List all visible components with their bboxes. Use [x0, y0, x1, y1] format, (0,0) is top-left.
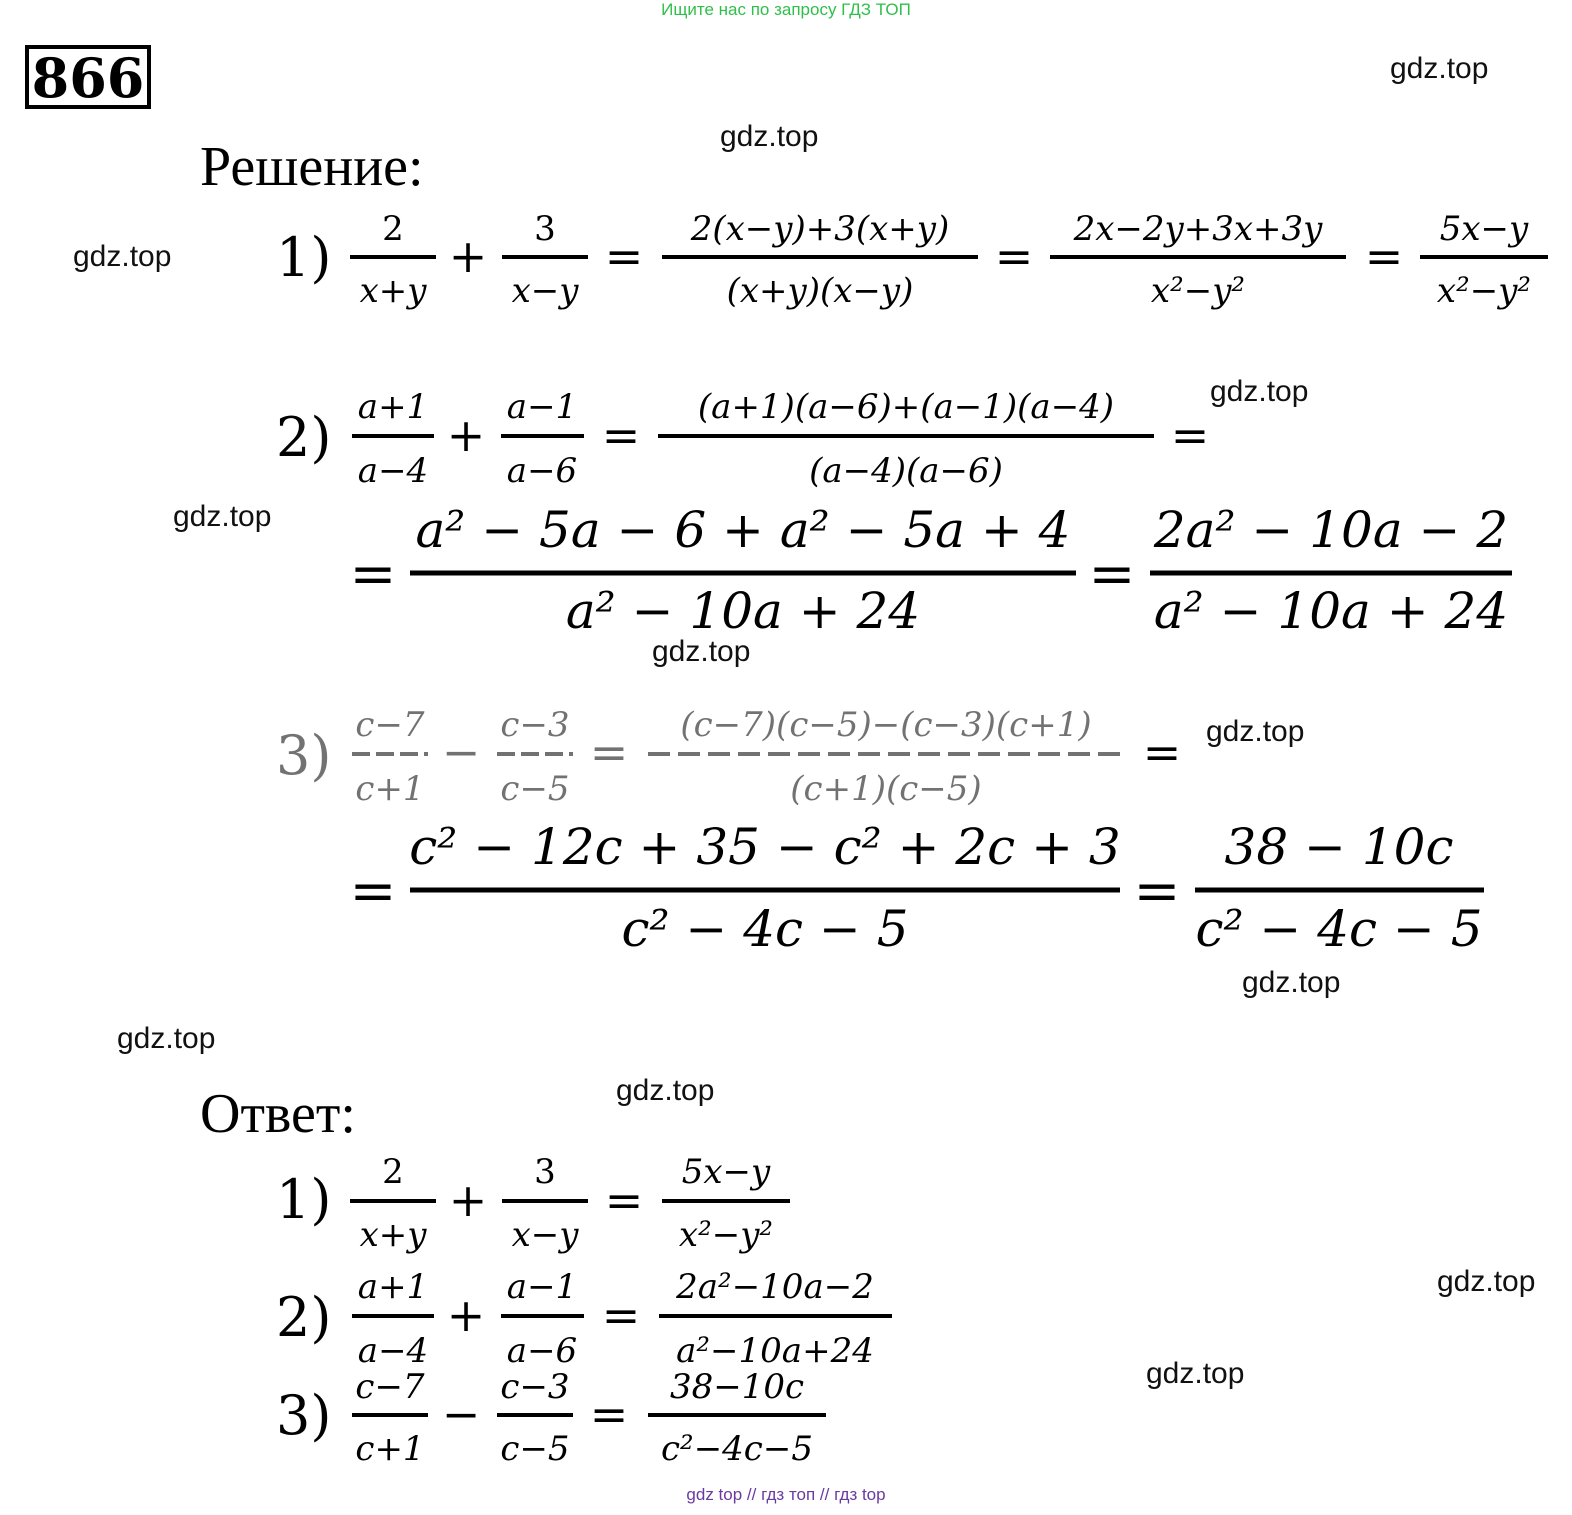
answer-1 [276, 1152, 790, 1255]
fraction-denominator: x+y [359, 271, 427, 311]
item-number: 3) [276, 1384, 332, 1447]
watermark: gdz.top [73, 240, 172, 273]
watermark: gdz.top [117, 1022, 216, 1055]
fraction-numerator: (a+1)(a−6)+(a−1)(a−4) [697, 387, 1115, 427]
item-number: 3) [276, 724, 332, 787]
plus-sign: + [446, 408, 486, 462]
problem-number: 866 [25, 45, 151, 109]
fraction-numerator: c² − 12c + 35 − c² + 2c + 3 [409, 818, 1121, 876]
fraction-numerator: 2x−2y+3x+3y [1073, 209, 1323, 249]
item-number: 2) [276, 1286, 332, 1349]
fraction-denominator: c² − 4c − 5 [1195, 900, 1483, 958]
equals-sign: = [601, 1288, 641, 1342]
watermark: gdz.top [652, 635, 751, 668]
fraction-denominator: x²−y² [1150, 271, 1246, 311]
fraction-numerator: 2 [382, 1152, 404, 1192]
fraction-denominator: c²−4c−5 [661, 1429, 813, 1469]
equals-sign: = [604, 1173, 644, 1227]
item-number: 2) [276, 406, 332, 469]
equals-sign: = [1170, 408, 1210, 462]
plus-sign: + [446, 1288, 486, 1342]
fraction-denominator: a² − 10a + 24 [565, 582, 921, 640]
solution-heading: Решение: [200, 136, 424, 198]
fraction-denominator: c+1 [355, 1429, 425, 1469]
minus-sign: − [441, 1387, 481, 1441]
fraction-denominator: a²−10a+24 [676, 1331, 874, 1371]
fraction-denominator: c+1 [355, 769, 425, 809]
fraction-denominator: c² − 4c − 5 [621, 900, 909, 958]
fraction-numerator: 2(x−y)+3(x+y) [690, 209, 950, 249]
fraction-denominator: a−4 [357, 451, 429, 491]
fraction-numerator: 2a²−10a−2 [676, 1267, 874, 1307]
bottom-banner[interactable]: gdz top // гдз топ // гдз top [686, 1485, 886, 1504]
answer-3 [276, 1367, 826, 1469]
fraction-numerator: c−7 [355, 1367, 425, 1407]
watermark: gdz.top [616, 1074, 715, 1107]
fraction-denominator: x−y [511, 271, 579, 311]
solution-2 [276, 387, 1512, 640]
fraction-numerator: 3 [534, 1152, 556, 1192]
equals-sign: = [1133, 859, 1181, 924]
fraction-numerator: 38 − 10c [1224, 818, 1454, 876]
fraction-numerator: a² − 5a − 6 + a² − 5a + 4 [415, 501, 1071, 559]
plus-sign: + [448, 229, 488, 283]
fraction-numerator: 3 [534, 209, 556, 249]
faded-first-line [276, 705, 1124, 809]
minus-sign: − [441, 725, 481, 779]
watermark: gdz.top [173, 500, 272, 533]
fraction-numerator: a+1 [357, 1267, 429, 1307]
watermark: gdz.top [1206, 715, 1305, 748]
fraction-denominator: x−y [511, 1215, 579, 1255]
fraction-denominator: c−5 [500, 1429, 570, 1469]
fraction-numerator: a+1 [357, 387, 429, 427]
solution-1 [276, 209, 1548, 311]
fraction-numerator: 38−10c [669, 1367, 805, 1407]
fraction-numerator: 5x−y [681, 1152, 771, 1192]
fraction-denominator: (a−4)(a−6) [809, 451, 1003, 491]
equals-sign: = [601, 408, 641, 462]
equals-sign: = [1364, 229, 1404, 283]
fraction-denominator: a² − 10a + 24 [1153, 582, 1509, 640]
fraction-numerator: c−3 [500, 1367, 570, 1407]
fraction-denominator: c−5 [500, 769, 570, 809]
watermark: gdz.top [1437, 1265, 1536, 1298]
watermark: gdz.top [720, 120, 819, 153]
fraction-denominator: x²−y² [678, 1215, 774, 1255]
plus-sign: + [448, 1173, 488, 1227]
equals-sign: = [994, 229, 1034, 283]
fraction-denominator: (x+y)(x−y) [726, 271, 914, 311]
fraction-numerator: a−1 [506, 387, 578, 427]
watermark: gdz.top [1390, 52, 1489, 85]
fraction-denominator: x+y [359, 1215, 427, 1255]
fraction-numerator: 5x−y [1439, 209, 1529, 249]
fraction-numerator: c−7 [355, 705, 425, 745]
equals-sign: = [589, 1387, 629, 1441]
top-banner[interactable]: Ищите нас по запросу ГДЗ ТОП [661, 0, 911, 19]
answer-heading: Ответ: [200, 1083, 356, 1145]
fraction-numerator: 2 [382, 209, 404, 249]
solution-3 [276, 705, 1484, 958]
watermark: gdz.top [1242, 966, 1341, 999]
item-number: 1) [276, 226, 332, 289]
fraction-denominator: x²−y² [1436, 271, 1532, 311]
fraction-denominator: (c+1)(c−5) [790, 769, 982, 809]
fraction-numerator: c−3 [500, 705, 570, 745]
fraction-numerator: (c−7)(c−5)−(c−3)(c+1) [680, 705, 1092, 745]
fraction-numerator: a−1 [506, 1267, 578, 1307]
fraction-denominator: a−4 [357, 1331, 429, 1371]
equals-sign: = [1088, 542, 1136, 607]
equals-sign: = [349, 859, 397, 924]
equals-sign: = [349, 542, 397, 607]
item-number: 1) [276, 1168, 332, 1231]
fraction-denominator: a−6 [506, 1331, 578, 1371]
watermark: gdz.top [1146, 1357, 1245, 1390]
answer-2 [276, 1267, 892, 1371]
equals-sign: = [1142, 725, 1182, 779]
watermark: gdz.top [1210, 375, 1309, 408]
fraction-denominator: a−6 [506, 451, 578, 491]
equals-sign: = [604, 229, 644, 283]
equals-sign: = [589, 725, 629, 779]
fraction-numerator: 2a² − 10a − 2 [1153, 501, 1509, 559]
